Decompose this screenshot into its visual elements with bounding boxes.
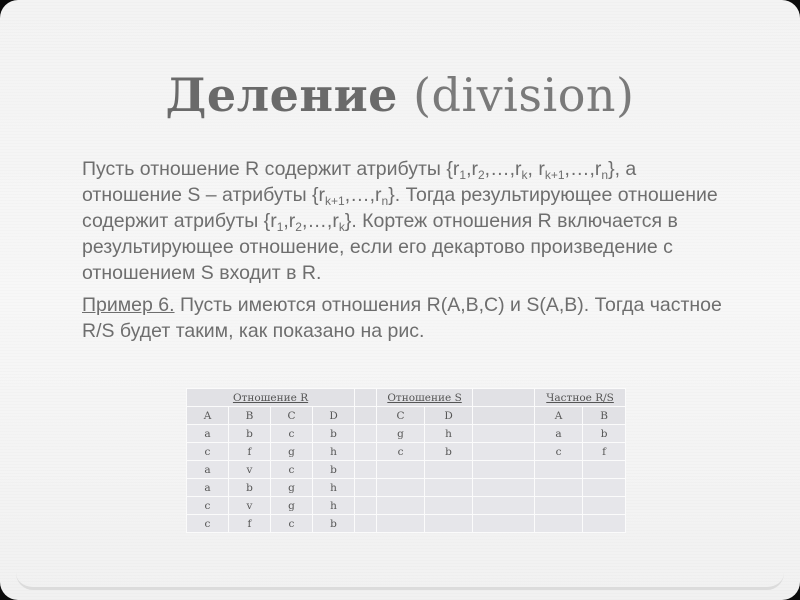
subscript: k	[521, 168, 528, 182]
quotient-cell: f	[583, 443, 626, 461]
column-header: B	[229, 407, 271, 425]
relation-r-cell: b	[313, 461, 355, 479]
relation-r-cell: a	[187, 461, 229, 479]
relation-r-cell: v	[229, 497, 271, 515]
quotient-cell: a	[535, 425, 583, 443]
relations-table	[186, 388, 626, 533]
relation-s-cell	[377, 461, 425, 479]
spacer-cell	[473, 407, 535, 425]
example-paragraph	[82, 292, 722, 344]
spacer-cell	[473, 389, 535, 407]
relation-r-cell: c	[187, 515, 229, 533]
subscript: 2	[295, 220, 302, 234]
header-row	[187, 407, 626, 425]
subscript: k+1	[325, 194, 345, 208]
relation-s-cell: b	[425, 443, 473, 461]
spacer-cell	[473, 461, 535, 479]
relation-s-cell: h	[425, 425, 473, 443]
quotient-cell	[535, 515, 583, 533]
relation-s-cell	[377, 497, 425, 515]
column-header: D	[313, 407, 355, 425]
relation-r-cell: c	[271, 461, 313, 479]
relation-r-cell: h	[313, 479, 355, 497]
relation-r-cell: g	[271, 497, 313, 515]
quotient-cell	[583, 497, 626, 515]
text-run: }. Тогда результирующее отношение содержит атрибуты {r	[82, 184, 718, 232]
table-row	[187, 425, 626, 443]
spacer-cell	[355, 425, 377, 443]
relation-r-cell: b	[229, 479, 271, 497]
relation-s-cell	[425, 461, 473, 479]
text-run: ,…,r	[564, 158, 602, 180]
caption-relation-s: Отношение S	[377, 389, 473, 407]
column-header: C	[377, 407, 425, 425]
relation-s-cell: c	[377, 443, 425, 461]
subscript: 1	[276, 220, 284, 234]
relation-s-cell: g	[377, 425, 425, 443]
caption-row	[187, 389, 626, 407]
relation-r-cell: g	[271, 479, 313, 497]
relation-r-cell: h	[313, 443, 355, 461]
text-run: ,…,r	[484, 158, 522, 180]
column-header: A	[187, 407, 229, 425]
relation-r-cell: b	[313, 425, 355, 443]
relation-s-cell	[425, 515, 473, 533]
spacer-cell	[473, 515, 535, 533]
text-run: Пусть отношение R содержит атрибуты {r	[82, 158, 460, 180]
relation-r-cell: v	[229, 461, 271, 479]
relation-r-cell: c	[271, 515, 313, 533]
spacer-cell	[473, 443, 535, 461]
text-run: }. Кортеж отношения R включается в результирующее отношение, если его декартово произведение с отношением S входит в R.	[82, 210, 678, 284]
subscript: n	[601, 168, 609, 182]
spacer-cell	[473, 425, 535, 443]
spacer-cell	[355, 461, 377, 479]
caption-relation-r: Отношение R	[187, 389, 355, 407]
table-row	[187, 443, 626, 461]
subscript: n	[381, 194, 389, 208]
text-run: ,r	[283, 210, 296, 232]
definition-paragraph	[82, 156, 722, 286]
quotient-cell	[583, 461, 626, 479]
column-header: D	[425, 407, 473, 425]
quotient-cell	[583, 479, 626, 497]
text-run: , r	[527, 158, 545, 180]
relation-r-cell: c	[271, 425, 313, 443]
relation-r-cell: c	[187, 443, 229, 461]
spacer-cell	[355, 389, 377, 407]
table-row	[187, 479, 626, 497]
relation-r-cell: a	[187, 425, 229, 443]
relation-r-cell: h	[313, 497, 355, 515]
quotient-cell: c	[535, 443, 583, 461]
spacer-cell	[355, 443, 377, 461]
relation-r-cell: g	[271, 443, 313, 461]
relation-s-cell	[377, 479, 425, 497]
table-row	[187, 461, 626, 479]
relation-r-cell: a	[187, 479, 229, 497]
quotient-cell	[535, 479, 583, 497]
caption-quotient: Частное R/S	[535, 389, 626, 407]
spacer-cell	[355, 515, 377, 533]
relation-r-cell: b	[313, 515, 355, 533]
spacer-cell	[355, 497, 377, 515]
relation-r-cell: f	[229, 515, 271, 533]
text-run: }, а отношение S – атрибуты {r	[82, 158, 637, 206]
subscript: 2	[477, 168, 485, 182]
spacer-cell	[355, 407, 377, 425]
relations-table-container	[186, 388, 626, 533]
example-text: Пусть имеются отношения R(A,B,C) и S(A,B). Тогда частное R/S будет таким, как показано на рис.	[82, 294, 722, 342]
relation-r-cell: b	[229, 425, 271, 443]
table-row	[187, 515, 626, 533]
relation-s-cell	[425, 479, 473, 497]
quotient-cell	[535, 461, 583, 479]
text-run: ,r	[466, 158, 478, 180]
example-label: Пример 6.	[82, 294, 175, 316]
relation-s-cell	[425, 497, 473, 515]
column-header: C	[271, 407, 313, 425]
relation-r-cell: f	[229, 443, 271, 461]
subscript: k+1	[544, 168, 565, 182]
subscript: k	[338, 220, 345, 234]
spacer-cell	[473, 497, 535, 515]
quotient-cell	[583, 515, 626, 533]
spacer-cell	[355, 479, 377, 497]
subscript: 1	[459, 168, 467, 182]
text-run: ,…,r	[344, 184, 382, 206]
quotient-cell	[535, 497, 583, 515]
title-english: (division)	[413, 68, 635, 122]
quotient-cell: b	[583, 425, 626, 443]
column-header: B	[583, 407, 626, 425]
relation-s-cell	[377, 515, 425, 533]
table-row	[187, 497, 626, 515]
relation-r-cell: c	[187, 497, 229, 515]
column-header: A	[535, 407, 583, 425]
text-run: ,…,r	[301, 210, 339, 232]
slide-title	[0, 68, 800, 122]
spacer-cell	[473, 479, 535, 497]
body-text	[82, 156, 722, 344]
title-main: Деление	[165, 68, 398, 122]
